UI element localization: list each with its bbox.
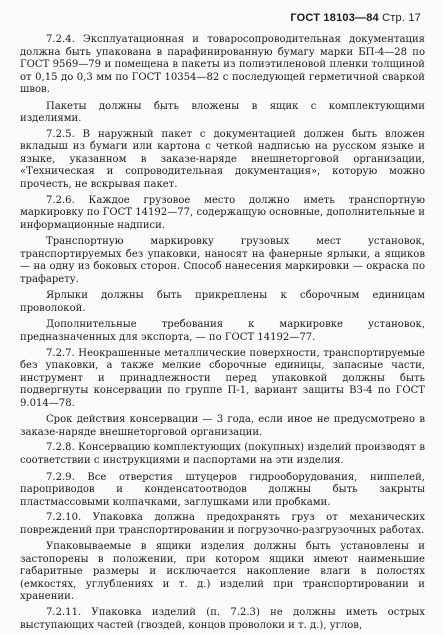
paragraph-7-2-10: 7.2.10. Упаковка должна предохранять груз от механических повреждений при транспортировании и погрузочно-разгрузочных работах. [20,512,425,536]
paragraph-7-2-9: 7.2.9. Все отверстия штуцеров гидрооборудования, ниппелей, пароприводов и конденсатоотводов должны быть закрыты пластмассовыми колпачками, заглушками или пробками. [20,471,425,508]
paragraph: Дополнительные требования к маркировке установок, предназначенных для экспорта, — по ГОСТ 14192—77. [20,319,425,344]
standard-number: ГОСТ 18103—84 [290,12,379,24]
paragraph: Ярлыки должны быть прикреплены к сборочным единицам проволокой. [20,290,425,314]
paragraph: Транспортную маркировку грузовых мест установок, транспортируемых без упаковки, наносят на фанерные ярлыки, а ящиков — на одну из боковых сторон. Способ нанесения маркировки — окраска по трафарету. [20,236,425,285]
paragraph-7-2-7: 7.2.7. Неокрашенные металлические поверхности, транспортируемые без упаковки, а также мелкие сборочные единицы, запасные части, инструмент и принадлежности перед упаковкой должны быть подвергнуты консервации по группе П-1, вариант защиты ВЗ-4 по ГОСТ 9.014—78. [20,347,425,409]
page-number: Стр. 17 [382,12,421,24]
paragraph: Пакеты должны быть вложены в ящик с комплектующими изделиями. [20,100,425,125]
document-body [20,34,425,635]
paragraph-7-2-8: 7.2.8. Консервацию комплектующих (покупных) изделий производят в соответствии с инструкциями и паспортами на эти изделия. [20,442,425,466]
page-header [290,12,421,24]
paragraph-7-2-11: 7.2.11. Упаковка изделий (п. 7.2.3) не должны иметь острых выступающих частей (гвоздей, концов проволоки и т. д.), углов, [20,606,425,631]
paragraph-7-2-6: 7.2.6. Каждое грузовое место должно иметь транспортную маркировку по ГОСТ 14192—77, содержащую основные, дополнительные и информационные надписи. [20,194,425,231]
paragraph: Срок действия консервации — 3 года, если иное не предусмотрено в заказе-наряде внешнеторговой организации. [20,414,425,438]
paragraph-7-2-4: 7.2.4. Эксплуатационная и товаросопроводительная документация должна быть упакована в парафинированную бумагу марки БП-4—28 по ГОСТ 9569—79 и помещена в пакеты из полиэтиленовой пленки толщиной от 0,15 до 0,3 мм по ГОСТ 10354—82 с последующей герметичной сваркой швов. [20,34,425,96]
paragraph: Упаковываемые в ящики изделия должны быть установлены и застопорены в положении, при котором ящики имеют наименьшие габаритные размеры и исключается накопление влаги в полостях (емкостях, углублениях и т. д.) изделий при транспортировании и хранении. [20,541,425,603]
paragraph-7-2-5: 7.2.5. В наружный пакет с документацией должен быть вложен вкладыш из бумаги или картона с четкой надписью на русском языке и языке, указанном в заказе-наряде внешнеторговой организации, «Техническая и сопроводительная документация», которую можно прочесть, не вскрывая пакет. [20,128,425,191]
